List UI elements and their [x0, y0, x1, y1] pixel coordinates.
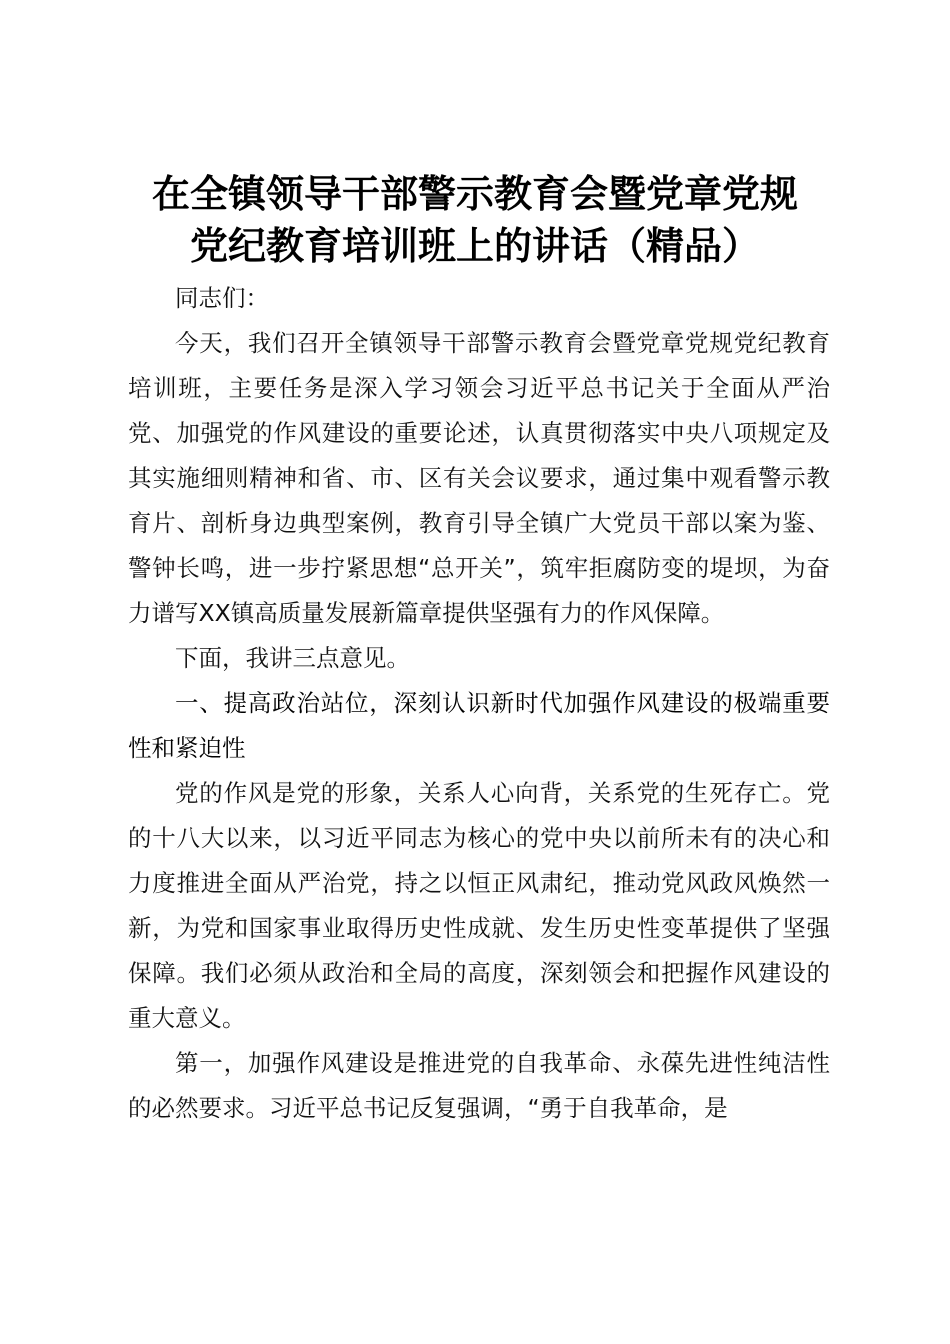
title-line-2: 党纪教育培训班上的讲话（精品） [189, 224, 760, 268]
document-body [128, 276, 830, 1131]
section-1-heading: 一、提高政治站位，深刻认识新时代加强作风建设的极端重要性和紧迫性 [128, 689, 830, 762]
salutation: 同志们： [175, 284, 269, 312]
paragraph-three-points: 下面，我讲三点意见。 [175, 644, 410, 672]
title-line-1: 在全镇领导干部警示教育会暨党章党规 [151, 172, 798, 216]
paragraph-opening: 今天，我们召开全镇领导干部警示教育会暨党章党规党纪教育培训班，主要任务是深入学习领会习近平总书记关于全面从严治党、加强党的作风建设的重要论述，认真贯彻落实中央八项规定及其实施细则精神和省、市、区有关会议要求，通过集中观看警示教育片、剖析身边典型案例，教育引导全镇广大党员干部以案为鉴、警钟长鸣，进一步拧紧思想“总开关”，筑牢拒腐防变的堤坝，为奋力谱写XX镇高质量发展新篇章提供坚强有力的作风保障。 [128, 329, 830, 627]
document-title [0, 168, 950, 272]
section-1-paragraph-first-point: 第一，加强作风建设是推进党的自我革命、永葆先进性纯洁性的必然要求。习近平总书记反复强调，“勇于自我革命，是 [128, 1049, 830, 1122]
section-1-paragraph: 党的作风是党的形象，关系人心向背，关系党的生死存亡。党的十八大以来，以习近平同志为核心的党中央以前所未有的决心和力度推进全面从严治党，持之以恒正风肃纪，推动党风政风焕然一新，为党和国家事业取得历史性成就、发生历史性变革提供了坚强保障。我们必须从政治和全局的高度，深刻领会和把握作风建设的重大意义。 [128, 779, 830, 1032]
